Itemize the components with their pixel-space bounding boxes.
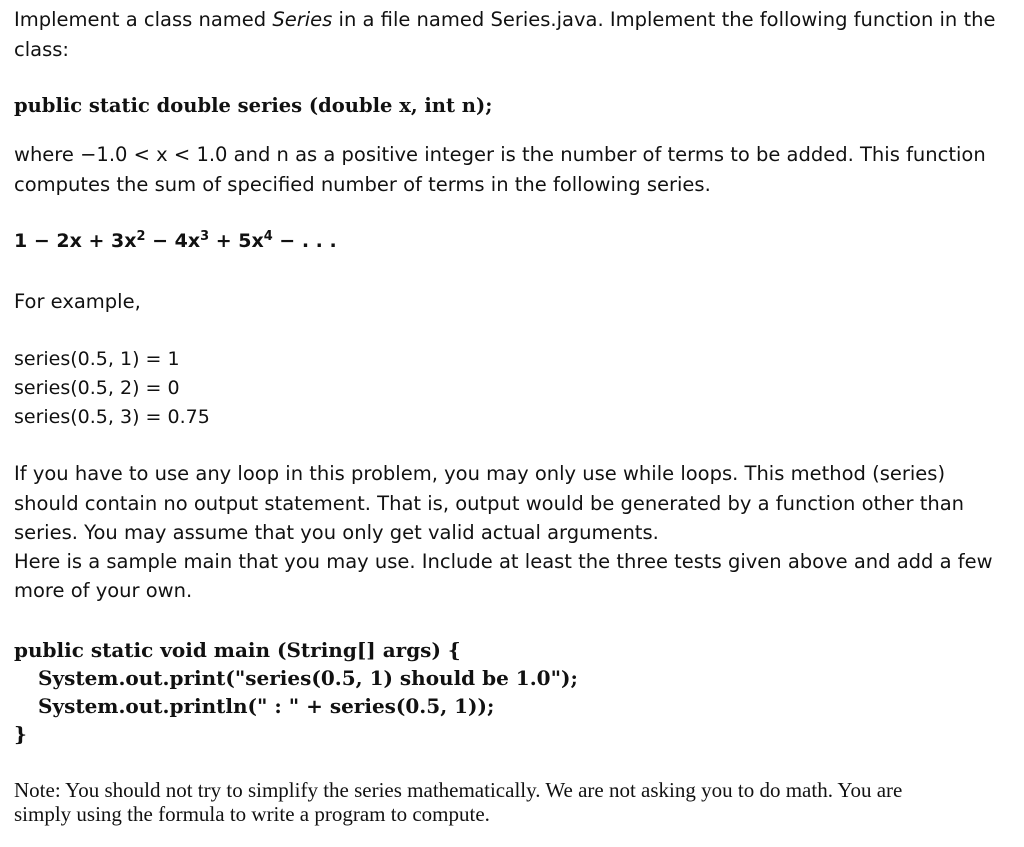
- class-name: Series: [272, 8, 333, 31]
- description-line-2: computes the sum of specified number of terms in the following series.: [14, 173, 711, 196]
- example-1: series(0.5, 1) = 1: [14, 348, 180, 370]
- note-line-2: simply using the formula to write a program to compute.: [14, 802, 490, 826]
- intro-line-2: class:: [14, 38, 69, 61]
- formula-term-2: − 4x: [145, 230, 201, 252]
- instruction-line-3: series. You may assume that you only get valid actual arguments.: [14, 521, 659, 544]
- intro-text-a: Implement a class named: [14, 8, 273, 31]
- code-line-1: public static void main (String[] args) {: [14, 638, 461, 662]
- series-formula: [14, 228, 337, 254]
- example-3: series(0.5, 3) = 0.75: [14, 406, 210, 428]
- example-label: For example,: [14, 290, 141, 313]
- code-line-2: System.out.print("series(0.5, 1) should be 1.0");: [38, 666, 578, 690]
- formula-exp-3: 3: [200, 228, 210, 244]
- instruction-line-1: If you have to use any loop in this problem, you may only use while loops. This method (series): [14, 462, 946, 485]
- code-line-4: }: [14, 722, 27, 746]
- formula-term-1: 1 − 2x + 3x: [14, 230, 137, 252]
- note-line-1: Note: You should not try to simplify the series mathematically. We are not asking you to do math. You are: [14, 778, 903, 802]
- formula-exp-2: 2: [136, 228, 146, 244]
- formula-term-4: − . . .: [272, 230, 337, 252]
- formula-exp-4: 4: [263, 228, 273, 244]
- function-signature: public static double series (double x, int n);: [14, 94, 493, 117]
- instruction-line-2: should contain no output statement. That is, output would be generated by a function other than: [14, 492, 965, 515]
- code-line-3: System.out.println(" : " + series(0.5, 1));: [38, 694, 495, 718]
- instruction-line-5: more of your own.: [14, 579, 193, 602]
- intro-line-1: [14, 7, 996, 33]
- formula-term-3: + 5x: [209, 230, 264, 252]
- example-2: series(0.5, 2) = 0: [14, 377, 180, 399]
- intro-text-b: in a file named Series.java. Implement the following function in the: [332, 8, 996, 31]
- description-line-1: where −1.0 < x < 1.0 and n as a positive integer is the number of terms to be added. This function: [14, 143, 986, 166]
- instruction-line-4: Here is a sample main that you may use. Include at least the three tests given above and add a few: [14, 550, 993, 573]
